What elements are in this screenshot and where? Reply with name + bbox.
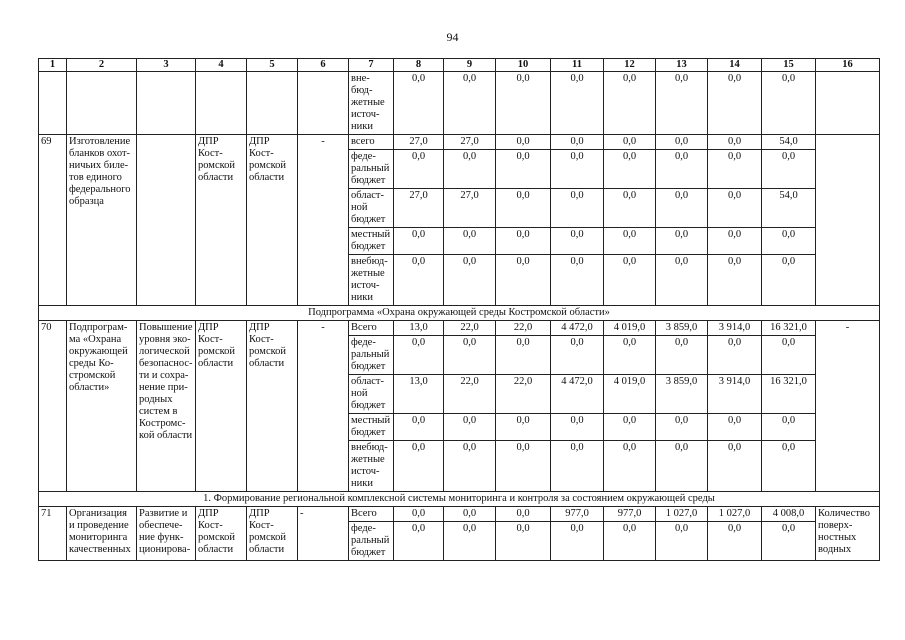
- funding-source: местный бюджет: [349, 228, 394, 255]
- value-cell: 4 019,0: [604, 375, 656, 414]
- value-cell: 0,0: [708, 150, 762, 189]
- value-cell: 0,0: [604, 150, 656, 189]
- funding-source: вне- бюд- жетные источ- ники: [349, 72, 394, 135]
- value-cell: 3 914,0: [708, 375, 762, 414]
- coexecutor: ДПР Кост- ромской области: [247, 321, 298, 492]
- value-cell: 13,0: [394, 321, 444, 336]
- indicator-cell: [816, 135, 880, 306]
- header-cell: 1: [39, 59, 67, 72]
- value-cell: 0,0: [551, 189, 604, 228]
- value-cell: 0,0: [762, 522, 816, 561]
- value-cell: 0,0: [444, 228, 496, 255]
- header-cell: 4: [196, 59, 247, 72]
- measure-name: Организация и проведение мониторинга качественных: [67, 507, 137, 561]
- value-cell: 13,0: [394, 375, 444, 414]
- value-cell: 0,0: [394, 414, 444, 441]
- empty-cell: [298, 72, 349, 135]
- value-cell: 0,0: [708, 336, 762, 375]
- value-cell: 0,0: [604, 522, 656, 561]
- value-cell: 22,0: [444, 321, 496, 336]
- value-cell: 3 914,0: [708, 321, 762, 336]
- section-title-task-1: 1. Формирование региональной комплексной системы мониторинга и контроля за состоянием окружающей среды: [39, 492, 880, 507]
- value-cell: 0,0: [604, 135, 656, 150]
- row-number: 70: [39, 321, 67, 492]
- value-cell: 54,0: [762, 189, 816, 228]
- value-cell: 0,0: [762, 255, 816, 306]
- value-cell: 16 321,0: [762, 375, 816, 414]
- value-cell: 0,0: [604, 189, 656, 228]
- funding-source: внебюд- жетные источ- ники: [349, 255, 394, 306]
- value-cell: 0,0: [394, 507, 444, 522]
- value-cell: 1 027,0: [708, 507, 762, 522]
- value-cell: 22,0: [444, 375, 496, 414]
- value-cell: 27,0: [444, 189, 496, 228]
- value-cell: 0,0: [551, 255, 604, 306]
- empty-cell: [816, 72, 880, 135]
- value-cell: 0,0: [496, 189, 551, 228]
- funding-source: феде- ральный бюджет: [349, 522, 394, 561]
- value-cell: 0,0: [604, 72, 656, 135]
- value-cell: 1 027,0: [656, 507, 708, 522]
- funding-source: феде- ральный бюджет: [349, 336, 394, 375]
- value-cell: 0,0: [496, 135, 551, 150]
- value-cell: 0,0: [762, 441, 816, 492]
- value-cell: 0,0: [708, 135, 762, 150]
- header-cell: 8: [394, 59, 444, 72]
- funding-source: област- ной бюджет: [349, 189, 394, 228]
- value-cell: 0,0: [762, 228, 816, 255]
- coexecutor: ДПР Кост- ромской области: [247, 507, 298, 561]
- value-cell: 0,0: [551, 522, 604, 561]
- value-cell: 4 472,0: [551, 375, 604, 414]
- value-cell: 27,0: [444, 135, 496, 150]
- value-cell: 0,0: [762, 72, 816, 135]
- value-cell: 0,0: [604, 228, 656, 255]
- header-cell: 2: [67, 59, 137, 72]
- value-cell: 0,0: [708, 522, 762, 561]
- value-cell: 0,0: [551, 336, 604, 375]
- value-cell: 0,0: [604, 336, 656, 375]
- header-cell: 3: [137, 59, 196, 72]
- funding-source: всего: [349, 135, 394, 150]
- value-cell: 0,0: [444, 255, 496, 306]
- header-cell: 9: [444, 59, 496, 72]
- value-cell: 0,0: [762, 336, 816, 375]
- value-cell: 0,0: [444, 150, 496, 189]
- value-cell: 0,0: [394, 228, 444, 255]
- value-cell: 0,0: [394, 522, 444, 561]
- value-cell: 0,0: [496, 507, 551, 522]
- funding-source: Всего: [349, 507, 394, 522]
- value-cell: 22,0: [496, 375, 551, 414]
- funding-source: феде- ральный бюджет: [349, 150, 394, 189]
- value-cell: 977,0: [551, 507, 604, 522]
- value-cell: 54,0: [762, 135, 816, 150]
- table-row: [39, 507, 880, 522]
- budget-table: [38, 58, 880, 561]
- executor: ДПР Кост- ромской области: [196, 321, 247, 492]
- value-cell: 3 859,0: [656, 321, 708, 336]
- value-cell: 0,0: [656, 228, 708, 255]
- executor: ДПР Кост- ромской области: [196, 507, 247, 561]
- header-row: [39, 59, 880, 72]
- header-cell: 10: [496, 59, 551, 72]
- empty-cell: [196, 72, 247, 135]
- value-cell: 0,0: [656, 72, 708, 135]
- header-cell: 12: [604, 59, 656, 72]
- value-cell: 0,0: [708, 228, 762, 255]
- empty-cell: [39, 72, 67, 135]
- table-row: [39, 135, 880, 150]
- value-cell: 4 008,0: [762, 507, 816, 522]
- header-cell: 7: [349, 59, 394, 72]
- value-cell: 0,0: [444, 336, 496, 375]
- header-cell: 6: [298, 59, 349, 72]
- value-cell: 0,0: [394, 255, 444, 306]
- section-title-subprogram: Подпрограмма «Охрана окружающей среды Костромской области»: [39, 306, 880, 321]
- value-cell: 0,0: [656, 441, 708, 492]
- value-cell: 0,0: [496, 228, 551, 255]
- row-number: 69: [39, 135, 67, 306]
- value-cell: 0,0: [656, 414, 708, 441]
- value-cell: 16 321,0: [762, 321, 816, 336]
- value-cell: 0,0: [496, 441, 551, 492]
- value-cell: 0,0: [551, 414, 604, 441]
- empty-cell: [247, 72, 298, 135]
- value-cell: 0,0: [656, 135, 708, 150]
- value-cell: 0,0: [708, 441, 762, 492]
- funding-source: внебюд- жетные источ- ники: [349, 441, 394, 492]
- value-cell: 22,0: [496, 321, 551, 336]
- value-cell: 0,0: [444, 72, 496, 135]
- value-cell: 0,0: [496, 522, 551, 561]
- header-cell: 14: [708, 59, 762, 72]
- table-row: [39, 72, 880, 135]
- value-cell: 0,0: [708, 255, 762, 306]
- funding-source: Всего: [349, 321, 394, 336]
- coexecutor: ДПР Кост- ромской области: [247, 135, 298, 306]
- indicator-cell: Количество поверх- ностных водных: [816, 507, 880, 561]
- indicator-cell: -: [816, 321, 880, 492]
- header-cell: 5: [247, 59, 298, 72]
- value-cell: 0,0: [656, 189, 708, 228]
- table-row: [39, 321, 880, 336]
- funding-source: област- ной бюджет: [349, 375, 394, 414]
- value-cell: 0,0: [444, 507, 496, 522]
- value-cell: 0,0: [551, 135, 604, 150]
- value-cell: 0,0: [551, 441, 604, 492]
- funding-source: местный бюджет: [349, 414, 394, 441]
- value-cell: 4 019,0: [604, 321, 656, 336]
- value-cell: 0,0: [496, 255, 551, 306]
- page-number: 94: [446, 30, 459, 44]
- header-cell: 11: [551, 59, 604, 72]
- value-cell: 27,0: [394, 135, 444, 150]
- value-cell: 4 472,0: [551, 321, 604, 336]
- value-cell: 0,0: [708, 414, 762, 441]
- value-cell: 0,0: [656, 255, 708, 306]
- header-cell: 15: [762, 59, 816, 72]
- value-cell: 0,0: [394, 336, 444, 375]
- value-cell: 977,0: [604, 507, 656, 522]
- value-cell: 0,0: [604, 255, 656, 306]
- measure-goal: [137, 135, 196, 306]
- value-cell: 0,0: [762, 150, 816, 189]
- value-cell: 0,0: [394, 150, 444, 189]
- value-cell: 0,0: [656, 150, 708, 189]
- value-cell: 0,0: [551, 72, 604, 135]
- row-number: 71: [39, 507, 67, 561]
- measure-name: Изготовление бланков охот- ничьих биле- тов единого федерального образца: [67, 135, 137, 306]
- value-cell: 0,0: [656, 522, 708, 561]
- col6-cell: -: [298, 321, 349, 492]
- value-cell: 0,0: [496, 336, 551, 375]
- header-cell: 13: [656, 59, 708, 72]
- value-cell: 0,0: [496, 414, 551, 441]
- value-cell: 0,0: [394, 441, 444, 492]
- col6-cell: -: [298, 507, 349, 561]
- executor: ДПР Кост- ромской области: [196, 135, 247, 306]
- value-cell: 0,0: [708, 189, 762, 228]
- header-cell: 16: [816, 59, 880, 72]
- value-cell: 0,0: [394, 72, 444, 135]
- value-cell: 0,0: [604, 441, 656, 492]
- value-cell: 0,0: [444, 522, 496, 561]
- value-cell: 0,0: [604, 414, 656, 441]
- value-cell: 3 859,0: [656, 375, 708, 414]
- value-cell: 0,0: [708, 72, 762, 135]
- value-cell: 0,0: [496, 72, 551, 135]
- value-cell: 0,0: [762, 414, 816, 441]
- measure-goal: Повышение уровня эко- логической безопаснос- ти и сохра- нение при- родных систем в Костромс- кой области: [137, 321, 196, 492]
- value-cell: 0,0: [551, 150, 604, 189]
- empty-cell: [137, 72, 196, 135]
- measure-goal: Развитие и обеспече- ние функ- ционирова-: [137, 507, 196, 561]
- value-cell: 0,0: [444, 441, 496, 492]
- value-cell: 0,0: [656, 336, 708, 375]
- measure-name: Подпрограм- ма «Охрана окружающей среды Ко- стромской области»: [67, 321, 137, 492]
- value-cell: 0,0: [444, 414, 496, 441]
- value-cell: 0,0: [496, 150, 551, 189]
- value-cell: 0,0: [551, 228, 604, 255]
- value-cell: 27,0: [394, 189, 444, 228]
- col6-cell: -: [298, 135, 349, 306]
- section-row: [39, 306, 880, 321]
- empty-cell: [67, 72, 137, 135]
- section-row: [39, 492, 880, 507]
